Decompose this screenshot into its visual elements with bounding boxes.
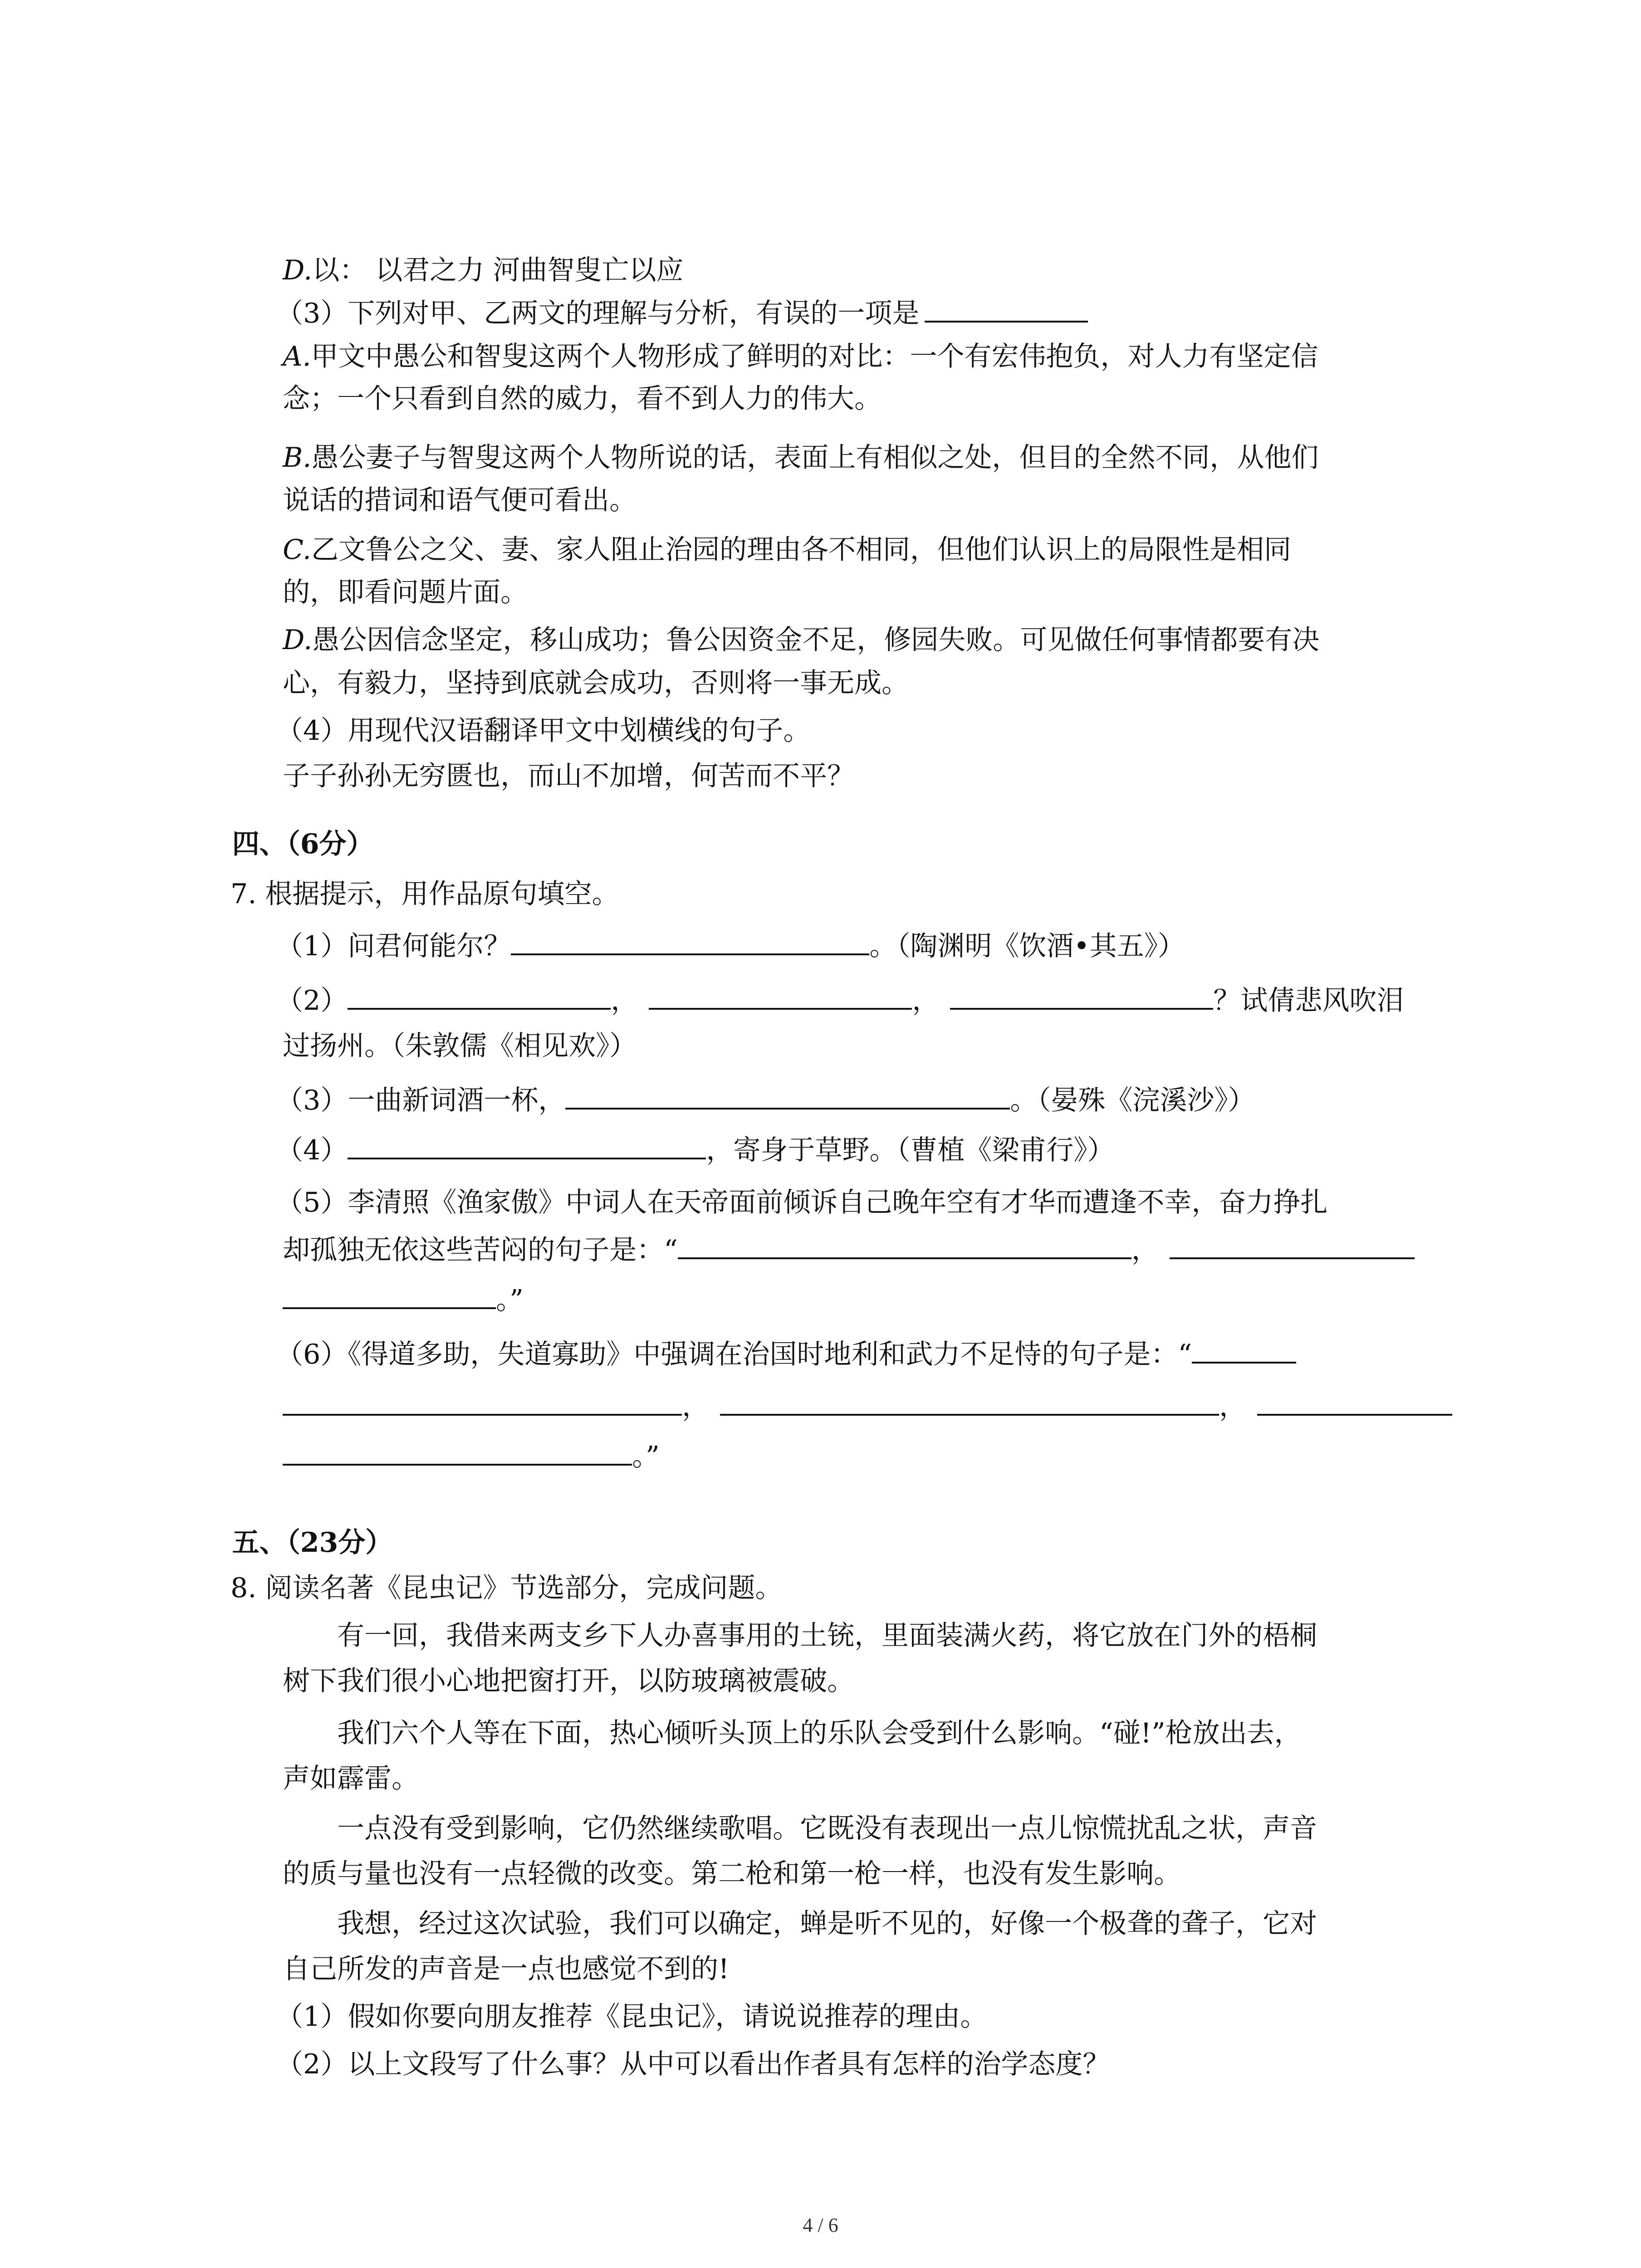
comma: ， xyxy=(912,985,940,1017)
item-source: 。（晏殊《浣溪沙》） xyxy=(1010,1085,1255,1116)
heading-text: 五、（23分） xyxy=(232,1527,393,1559)
subquestion-text: （4）用现代汉语翻译甲文中划横线的句子。 xyxy=(276,715,811,747)
passage-text: 有一回，我借来两支乡下人办喜事用的土铳，里面装满火药，将它放在门外的梧桐 xyxy=(337,1620,1318,1652)
passage-text: 自己所发的声音是一点也感觉不到的! xyxy=(283,1953,730,1985)
question-text: 7. 根据提示，用作品原句填空。 xyxy=(230,878,619,910)
question-text: 8. 阅读名著《昆虫记》节选部分，完成问题。 xyxy=(230,1572,783,1604)
option-prefix: C. xyxy=(283,534,311,566)
option-text: 乙文鲁公之父、妻、家人阻止治园的理由各不相同，但他们认识上的局限性是相同 xyxy=(311,534,1291,566)
answer-blank[interactable] xyxy=(1170,1232,1415,1259)
option-text: 愚公妻子与智叟这两个人物所说的话，表面上有相似之处，但目的全然不同，从他们 xyxy=(311,442,1319,474)
option-prefix: B. xyxy=(283,442,312,474)
subquestion-text: （1）假如你要向朋友推荐《昆虫记》，请说说推荐的理由。 xyxy=(276,2001,988,2033)
item-source: 过扬州。（朱敦儒《相见欢》） xyxy=(283,1030,637,1062)
option-text: 心，有毅力，坚持到底就会成功，否则将一事无成。 xyxy=(283,667,909,699)
passage-text: 我们六个人等在下面，热心倾听头顶上的乐队会受到什么影响。“碰!”枪放出去， xyxy=(337,1717,1302,1749)
comma: ， xyxy=(1219,1391,1247,1422)
passage-text: 的质与量也没有一点轻微的改变。第二枪和第一枪一样，也没有发生影响。 xyxy=(283,1858,1181,1890)
item-source: 。（陶渊明《饮酒•其五》） xyxy=(869,930,1185,962)
option-prefix: A. xyxy=(283,341,311,372)
option-prefix: D. xyxy=(283,254,313,286)
option-text: 的，即看问题片面。 xyxy=(283,577,528,608)
item-text: （6）《得道多助，失道寡助》中强调在治国时地利和武力不足恃的句子是：“ xyxy=(276,1339,1192,1370)
answer-blank[interactable] xyxy=(649,982,912,1010)
item-text: （3）一曲新词酒一杯， xyxy=(276,1085,566,1116)
passage-text: 一点没有受到影响，它仍然继续歌唱。它既没有表现出一点儿惊慌扰乱之状，声音 xyxy=(337,1813,1318,1844)
option-text: 以： 以君之力 河曲智叟亡以应 xyxy=(312,254,684,286)
heading-text: 四、（6分） xyxy=(232,828,374,860)
sentence-text: 子子孙孙无穷匮也，而山不加增，何苦而不平？ xyxy=(283,760,855,792)
item-text: （4） xyxy=(276,1134,348,1166)
subquestion-text: （2）以上文段写了什么事？从中可以看出作者具有怎样的治学态度？ xyxy=(276,2048,1110,2080)
option-text: 说话的措词和语气便可看出。 xyxy=(283,484,637,516)
answer-blank[interactable] xyxy=(950,982,1213,1010)
passage-text: 声如霹雷。 xyxy=(283,1763,419,1794)
item-tail: ？试倩悲风吹泪 xyxy=(1213,985,1404,1017)
item-text: （2） xyxy=(276,985,348,1017)
subquestion-2 xyxy=(259,2007,1110,2083)
option-text: 愚公因信念坚定，移山成功；鲁公因资金不足，修园失败。可见做任何事情都要有决 xyxy=(312,624,1320,656)
option-prefix: D. xyxy=(283,624,313,656)
passage-p2-line1 xyxy=(320,1676,1302,1752)
answer-blank[interactable] xyxy=(283,1438,632,1466)
subquestion-text: （3）下列对甲、乙两文的理解与分析，有误的一项是 xyxy=(276,298,920,329)
comma: ， xyxy=(1131,1234,1159,1266)
passage-text: 我想，经过这次试验，我们可以确定，蝉是听不见的，好像一个极聋的聋子，它对 xyxy=(337,1908,1318,1940)
closing-quote: 。” xyxy=(632,1441,660,1472)
item-text: （1）问君何能尔？ xyxy=(276,930,511,962)
item-text: （5）李清照《渔家傲》中词人在天帝面前倾诉自己晚年空有才华而遭逢不幸，奋力挣扎 xyxy=(276,1187,1328,1218)
passage-text: 树下我们很小心地把窗打开，以防玻璃被震破。 xyxy=(283,1665,855,1697)
translation-sentence xyxy=(265,719,854,795)
answer-blank[interactable] xyxy=(1257,1388,1452,1416)
answer-blank[interactable] xyxy=(720,1388,1219,1416)
fill-item-6-line3 xyxy=(265,1399,660,1476)
page-number: 4 / 6 xyxy=(803,2214,838,2236)
comma: ， xyxy=(682,1391,710,1422)
item-text: 却孤独无依这些苦闷的句子是：“ xyxy=(283,1234,678,1266)
option-text: 甲文中愚公和智叟这两个人物形成了鲜明的对比：一个有宏伟抱负，对人力有坚定信 xyxy=(311,341,1318,372)
closing-quote: 。” xyxy=(496,1284,524,1316)
comma: ， xyxy=(611,985,638,1017)
option-text: 念；一个只看到自然的威力，看不到人力的伟大。 xyxy=(283,383,882,415)
item-source: ，寄身于草野。（曹植《梁甫行》） xyxy=(706,1134,1115,1166)
answer-blank[interactable] xyxy=(678,1232,1132,1259)
